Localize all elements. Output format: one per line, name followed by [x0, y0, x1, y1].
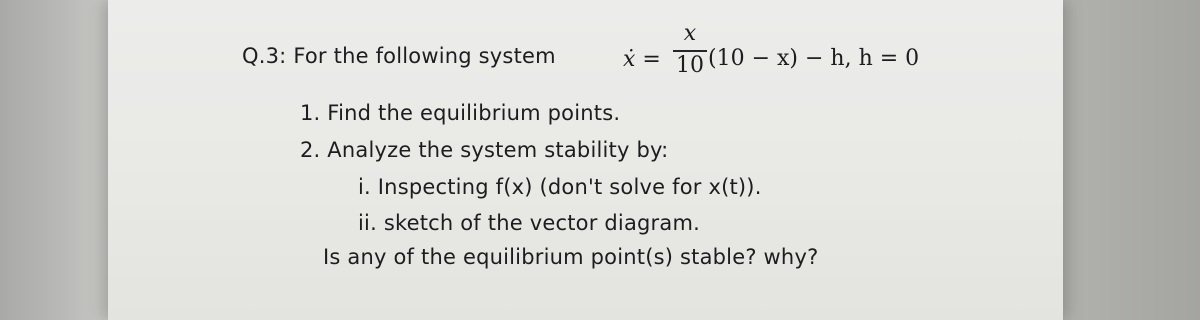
- fraction-numerator: x: [683, 21, 697, 46]
- fraction-denominator: 10: [676, 52, 704, 78]
- list-item-analyze-stability: 2. Analyze the system stability by:: [300, 138, 669, 162]
- list-item-find-equilibrium: 1. Find the equilibrium points.: [300, 101, 621, 125]
- subitem-inspect-fx: i. Inspecting f(x) (don't solve for x(t)).: [358, 175, 762, 199]
- equation-lhs: ẋ =: [623, 47, 661, 72]
- question-label: Q.3:: [242, 44, 287, 68]
- closing-question: Is any of the equilibrium point(s) stable? why?: [323, 245, 819, 269]
- equation-fraction: [673, 22, 707, 78]
- equation-rhs: (10 − x) − h, h = 0: [708, 46, 920, 71]
- question-prompt: For the following system: [293, 44, 556, 68]
- question-header: [242, 44, 556, 68]
- fraction-bar: [673, 50, 707, 52]
- subitem-vector-diagram: ii. sketch of the vector diagram.: [358, 211, 700, 235]
